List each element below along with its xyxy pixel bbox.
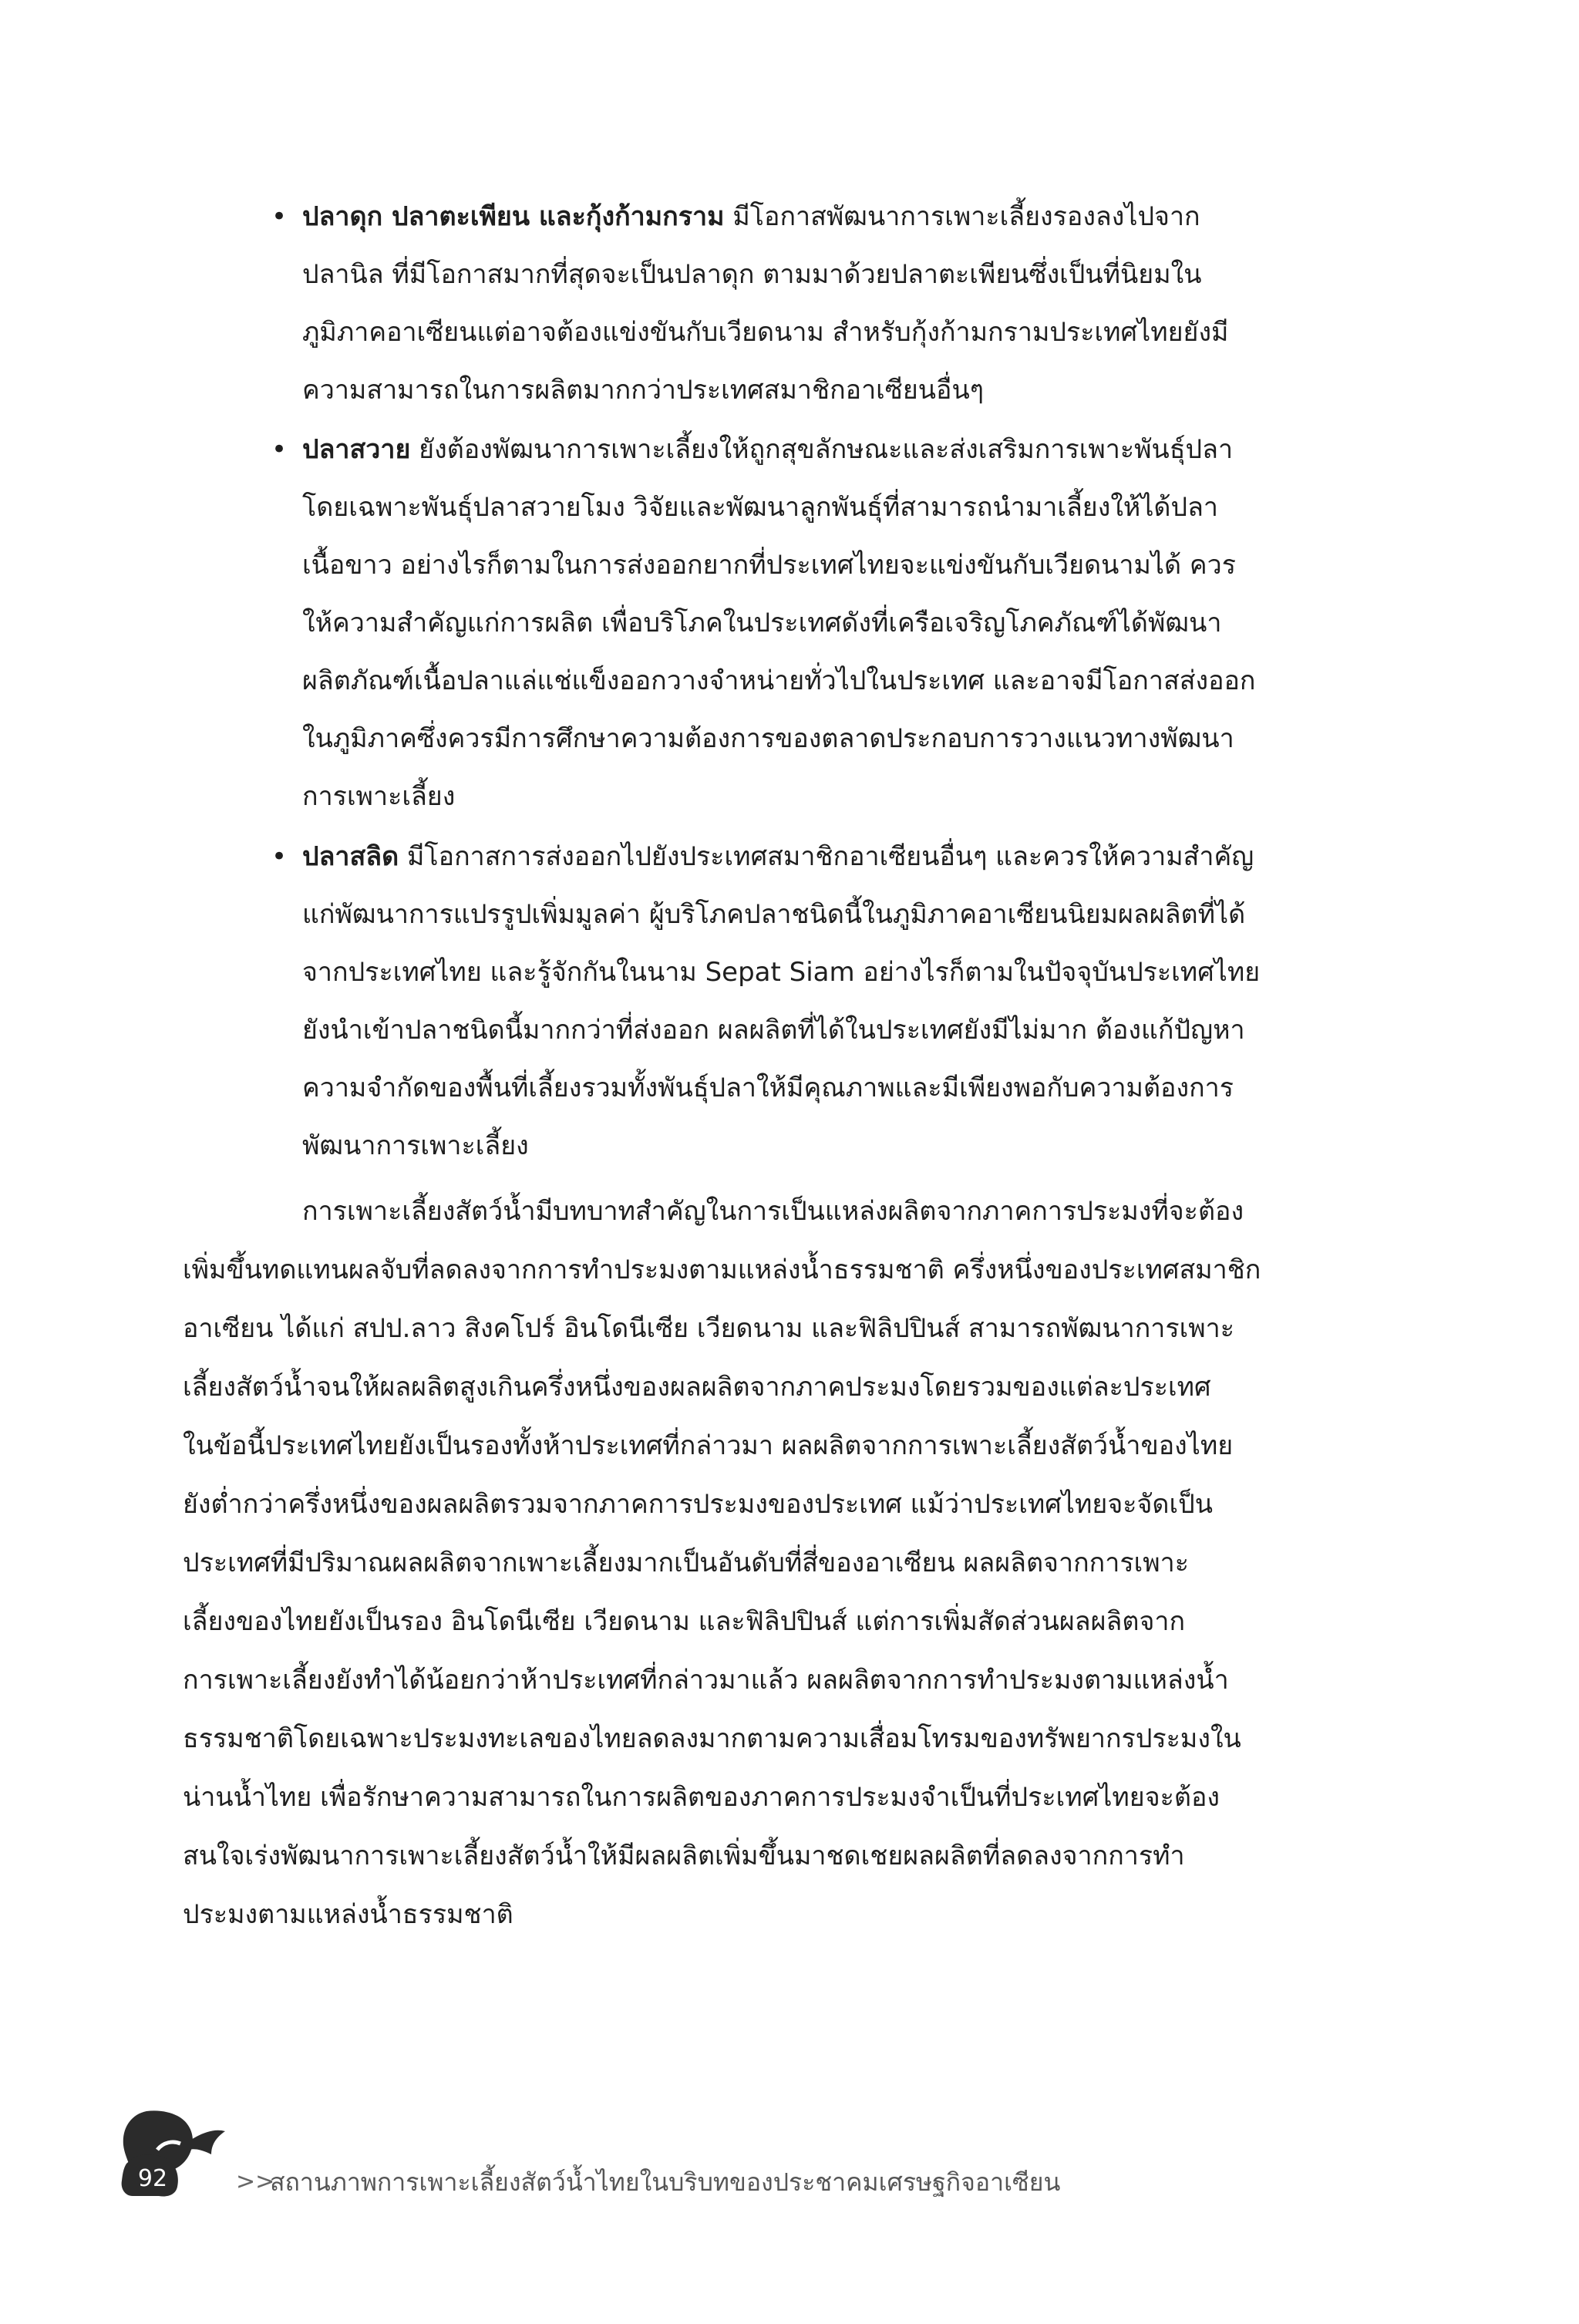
paragraph-line: น่านน้ำไทย เพื่อรักษาความสามารถในการผลิตของภาคการประมงจำเป็นที่ประเทศไทยจะต้อง <box>183 1782 1220 1813</box>
paragraph-line: การเพาะเลี้ยงสัตว์น้ำมีบทบาทสำคัญในการเป็นแหล่งผลิตจากภาคการประมงที่จะต้อง <box>302 1196 1244 1227</box>
paragraph-line: สนใจเร่งพัฒนาการเพาะเลี้ยงสัตว์น้ำให้มีผลผลิตเพิ่มขึ้นมาชดเชยผลผลิตที่ลดลงจากการทำ <box>183 1841 1185 1871</box>
paragraph-line: การเพาะเลี้ยงยังทำได้น้อยกว่าห้าประเทศที่กล่าวมาแล้ว ผลผลิตจากการทำประมงตามแหล่งน้ำ <box>183 1665 1229 1696</box>
bullet-3-line: พัฒนาการเพาะเลี้ยง <box>302 1130 529 1161</box>
page-number: 92 <box>137 2165 168 2192</box>
footer-book-title: สถานภาพการเพาะเลี้ยงสัตว์น้ำไทยในบริบทของประชาคมเศรษฐกิจอาเซียน <box>270 2167 1061 2197</box>
bullet-3-line: แก่พัฒนาการแปรรูปเพิ่มมูลค่า ผู้บริโภคปลาชนิดนี้ในภูมิภาคอาเซียนนิยมผลผลิตที่ได้ <box>302 899 1246 930</box>
bullet-3-line: จากประเทศไทย และรู้จักกันในนาม Sepat Siam อย่างไรก็ตามในปัจจุบันประเทศไทย <box>302 957 1261 988</box>
bullet-3-first-line <box>302 830 1254 884</box>
bullet-2-line: ผลิตภัณฑ์เนื้อปลาแล่แช่แข็งออกวางจำหน่ายทั่วไปในประเทศ และอาจมีโอกาสส่งออก <box>302 665 1256 696</box>
bullet-1-first-line <box>302 190 1200 244</box>
footer-arrows: >> <box>236 2168 275 2195</box>
bullet-2-line: ในภูมิภาคซึ่งควรมีการศึกษาความต้องการของตลาดประกอบการวางแนวทางพัฒนา <box>302 723 1234 754</box>
bullet-3-heading: ปลาสลิด <box>302 841 399 872</box>
bullet-1-line: ความสามารถในการผลิตมากกว่าประเทศสมาชิกอาเซียนอื่นๆ <box>302 375 984 406</box>
bullet-3-line: ความจำกัดของพื้นที่เลี้ยงรวมทั้งพันธุ์ปลาให้มีคุณภาพและมีเพียงพอกับความต้องการ <box>302 1073 1234 1103</box>
paragraph-line: เพิ่มขึ้นทดแทนผลจับที่ลดลงจากการทำประมงตามแหล่งน้ำธรรมชาติ ครึ่งหนึ่งของประเทศสมาชิก <box>183 1255 1261 1285</box>
bullet-marker: • <box>271 841 288 872</box>
paragraph-line: ประมงตามแหล่งน้ำธรรมชาติ <box>183 1899 513 1930</box>
paragraph-line: ในข้อนี้ประเทศไทยยังเป็นรองทั้งห้าประเทศที่กล่าวมา ผลผลิตจากการเพาะเลี้ยงสัตว์น้ำของไทย <box>183 1430 1234 1461</box>
paragraph-line: ธรรมชาติโดยเฉพาะประมงทะเลของไทยลดลงมากตามความเสื่อมโทรมของทรัพยากรประมงใน <box>183 1723 1241 1754</box>
bullet-2-first-text: ยังต้องพัฒนาการเพาะเลี้ยงให้ถูกสุขลักษณะและส่งเสริมการเพาะพันธุ์ปลา <box>410 434 1234 465</box>
bullet-2-heading: ปลาสวาย <box>302 434 411 465</box>
paragraph-line: อาเซียน ได้แก่ สปป.ลาว สิงคโปร์ อินโดนีเซีย เวียดนาม และฟิลิปปินส์ สามารถพัฒนาการเพาะ <box>183 1313 1235 1344</box>
bullet-3-first-text: มีโอกาสการส่งออกไปยังประเทศสมาชิกอาเซียนอื่นๆ และควรให้ความสำคัญ <box>399 841 1254 872</box>
bullet-2-first-line <box>302 423 1233 477</box>
paragraph-line: ยังต่ำกว่าครึ่งหนึ่งของผลผลิตรวมจากภาคการประมงของประเทศ แม้ว่าประเทศไทยจะจัดเป็น <box>183 1489 1213 1520</box>
bullet-marker: • <box>271 201 288 232</box>
page-footer <box>116 2105 1118 2198</box>
paragraph-line: ประเทศที่มีปริมาณผลผลิตจากเพาะเลี้ยงมากเป็นอันดับที่สี่ของอาเซียน ผลผลิตจากการเพาะ <box>183 1548 1189 1578</box>
bullet-2-line: โดยเฉพาะพันธุ์ปลาสวายโมง วิจัยและพัฒนาลูกพันธุ์ที่สามารถนำมาเลี้ยงให้ได้ปลา <box>302 492 1219 523</box>
bullet-2-line: ให้ความสำคัญแก่การผลิต เพื่อบริโภคในประเทศดังที่เครือเจริญโภคภัณฑ์ได้พัฒนา <box>302 608 1222 638</box>
paragraph-line: เลี้ยงของไทยยังเป็นรอง อินโดนีเซีย เวียดนาม และฟิลิปปินส์ แต่การเพิ่มสัดส่วนผลผลิตจาก <box>183 1606 1186 1637</box>
bullet-1-heading: ปลาดุก ปลาตะเพียน และกุ้งก้ามกราม <box>302 201 725 232</box>
bullet-2-line: เนื้อขาว อย่างไรก็ตามในการส่งออกยากที่ประเทศไทยจะแข่งขันกับเวียดนามได้ ควร <box>302 550 1236 581</box>
bullet-2-line: การเพาะเลี้ยง <box>302 781 456 812</box>
bullet-1-line: ภูมิภาคอาเซียนแต่อาจต้องแข่งขันกับเวียดนาม สำหรับกุ้งก้ามกรามประเทศไทยยังมี <box>302 317 1229 348</box>
bullet-marker: • <box>271 434 288 465</box>
bullet-1-line: ปลานิล ที่มีโอกาสมากที่สุดจะเป็นปลาดุก ตามมาด้วยปลาตะเพียนซึ่งเป็นที่นิยมใน <box>302 259 1202 290</box>
bullet-3-line: ยังนำเข้าปลาชนิดนี้มากกว่าที่ส่งออก ผลผลิตที่ได้ในประเทศยังมีไม่มาก ต้องแก้ปัญหา <box>302 1015 1245 1046</box>
paragraph-line: เลี้ยงสัตว์น้ำจนให้ผลผลิตสูงเกินครึ่งหนึ่งของผลผลิตจากภาคประมงโดยรวมของแต่ละประเทศ <box>183 1372 1211 1403</box>
bullet-1-first-text: มีโอกาสพัฒนาการเพาะเลี้ยงรองลงไปจาก <box>724 201 1200 232</box>
